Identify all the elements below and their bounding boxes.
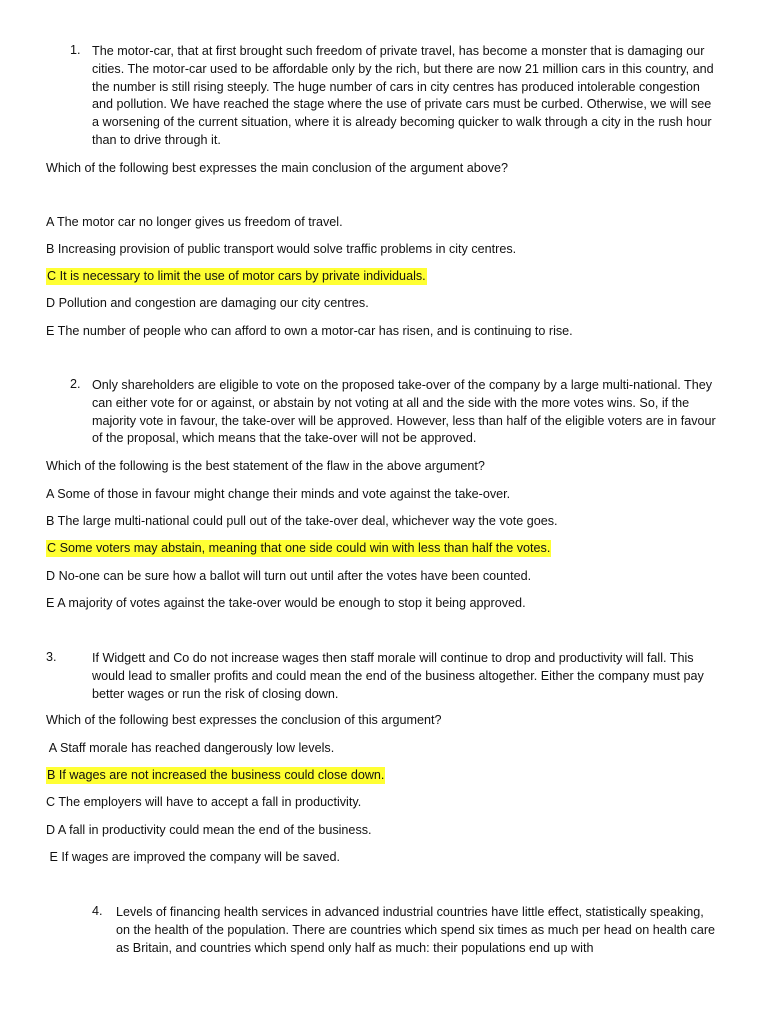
question-stem: The motor-car, that at first brought such freedom of private travel, has become a monster that is damaging our cities. The motor-car used to be affordable only by the rich, but there are now 21 million cars in this country, and the number is still rising steeply. The huge number of cars in city centres has produced intolerable congestion and pollution. We have reached the stage where the use of private cars must be curbed. Otherwise, we will see a worsening of the current situation, where it is already becoming quicker to walk through a city in the rush hour than to drive through it.	[92, 44, 714, 147]
question-prompt: Which of the following is the best statement of the flaw in the above argument?	[46, 459, 485, 473]
question-number: 2.	[70, 377, 81, 391]
answer-option-b: B Increasing provision of public transport would solve traffic problems in city centres.	[46, 242, 517, 256]
highlighted-answer: C Some voters may abstain, meaning that one side could win with less than half the votes.	[47, 541, 551, 555]
answer-option-b: B The large multi-national could pull out of the take-over deal, whichever way the vote goes.	[46, 514, 558, 528]
answer-option-d: D A fall in productivity could mean the end of the business.	[46, 823, 372, 837]
question-number: 3.	[46, 650, 57, 664]
answer-option-a: A The motor car no longer gives us freedom of travel.	[46, 215, 343, 229]
highlighted-answer: B If wages are not increased the business could close down.	[47, 768, 385, 782]
answer-option-b	[46, 767, 385, 784]
question-prompt: Which of the following best expresses the main conclusion of the argument above?	[46, 161, 509, 175]
answer-option-d: D Pollution and congestion are damaging our city centres.	[46, 296, 369, 310]
answer-option-e: E A majority of votes against the take-over would be enough to stop it being approved.	[46, 596, 526, 610]
question-stem: Only shareholders are eligible to vote on the proposed take-over of the company by a large multi-national. They can either vote for or against, or abstain by not voting at all and the side with the more votes wins. So, if the majority vote in favour, the take-over will be approved. However, less than half of the eligible voters are in favour of the proposal, which means that the take-over will not be approved.	[92, 378, 716, 446]
answer-option-a: A Some of those in favour might change their minds and vote against the take-over.	[46, 487, 511, 501]
highlighted-answer: C It is necessary to limit the use of motor cars by private individuals.	[47, 269, 426, 283]
question-number: 4.	[92, 904, 103, 918]
answer-option-c: C The employers will have to accept a fall in productivity.	[46, 795, 362, 809]
question-prompt: Which of the following best expresses the conclusion of this argument?	[46, 713, 442, 727]
question-number: 1.	[70, 43, 81, 57]
answer-option-e: E If wages are improved the company will be saved.	[46, 850, 340, 864]
answer-option-c	[46, 540, 551, 557]
question-stem: Levels of financing health services in advanced industrial countries have little effect, statistically speaking, on the health of the population. There are countries which spend six times as much per head on health care as Britain, and countries which spend only half as much: their populations end up with	[116, 905, 716, 955]
answer-option-e: E The number of people who can afford to own a motor-car has risen, and is continuing to rise.	[46, 324, 573, 338]
answer-option-d: D No-one can be sure how a ballot will turn out until after the votes have been counted.	[46, 569, 532, 583]
question-stem: If Widgett and Co do not increase wages then staff morale will continue to drop and productivity will fall. This would lead to smaller profits and could mean the end of the business altogether. Either the company must pay better wages or run the risk of closing down.	[92, 651, 704, 701]
answer-option-a: A Staff morale has reached dangerously low levels.	[46, 741, 335, 755]
answer-option-c	[46, 268, 427, 285]
